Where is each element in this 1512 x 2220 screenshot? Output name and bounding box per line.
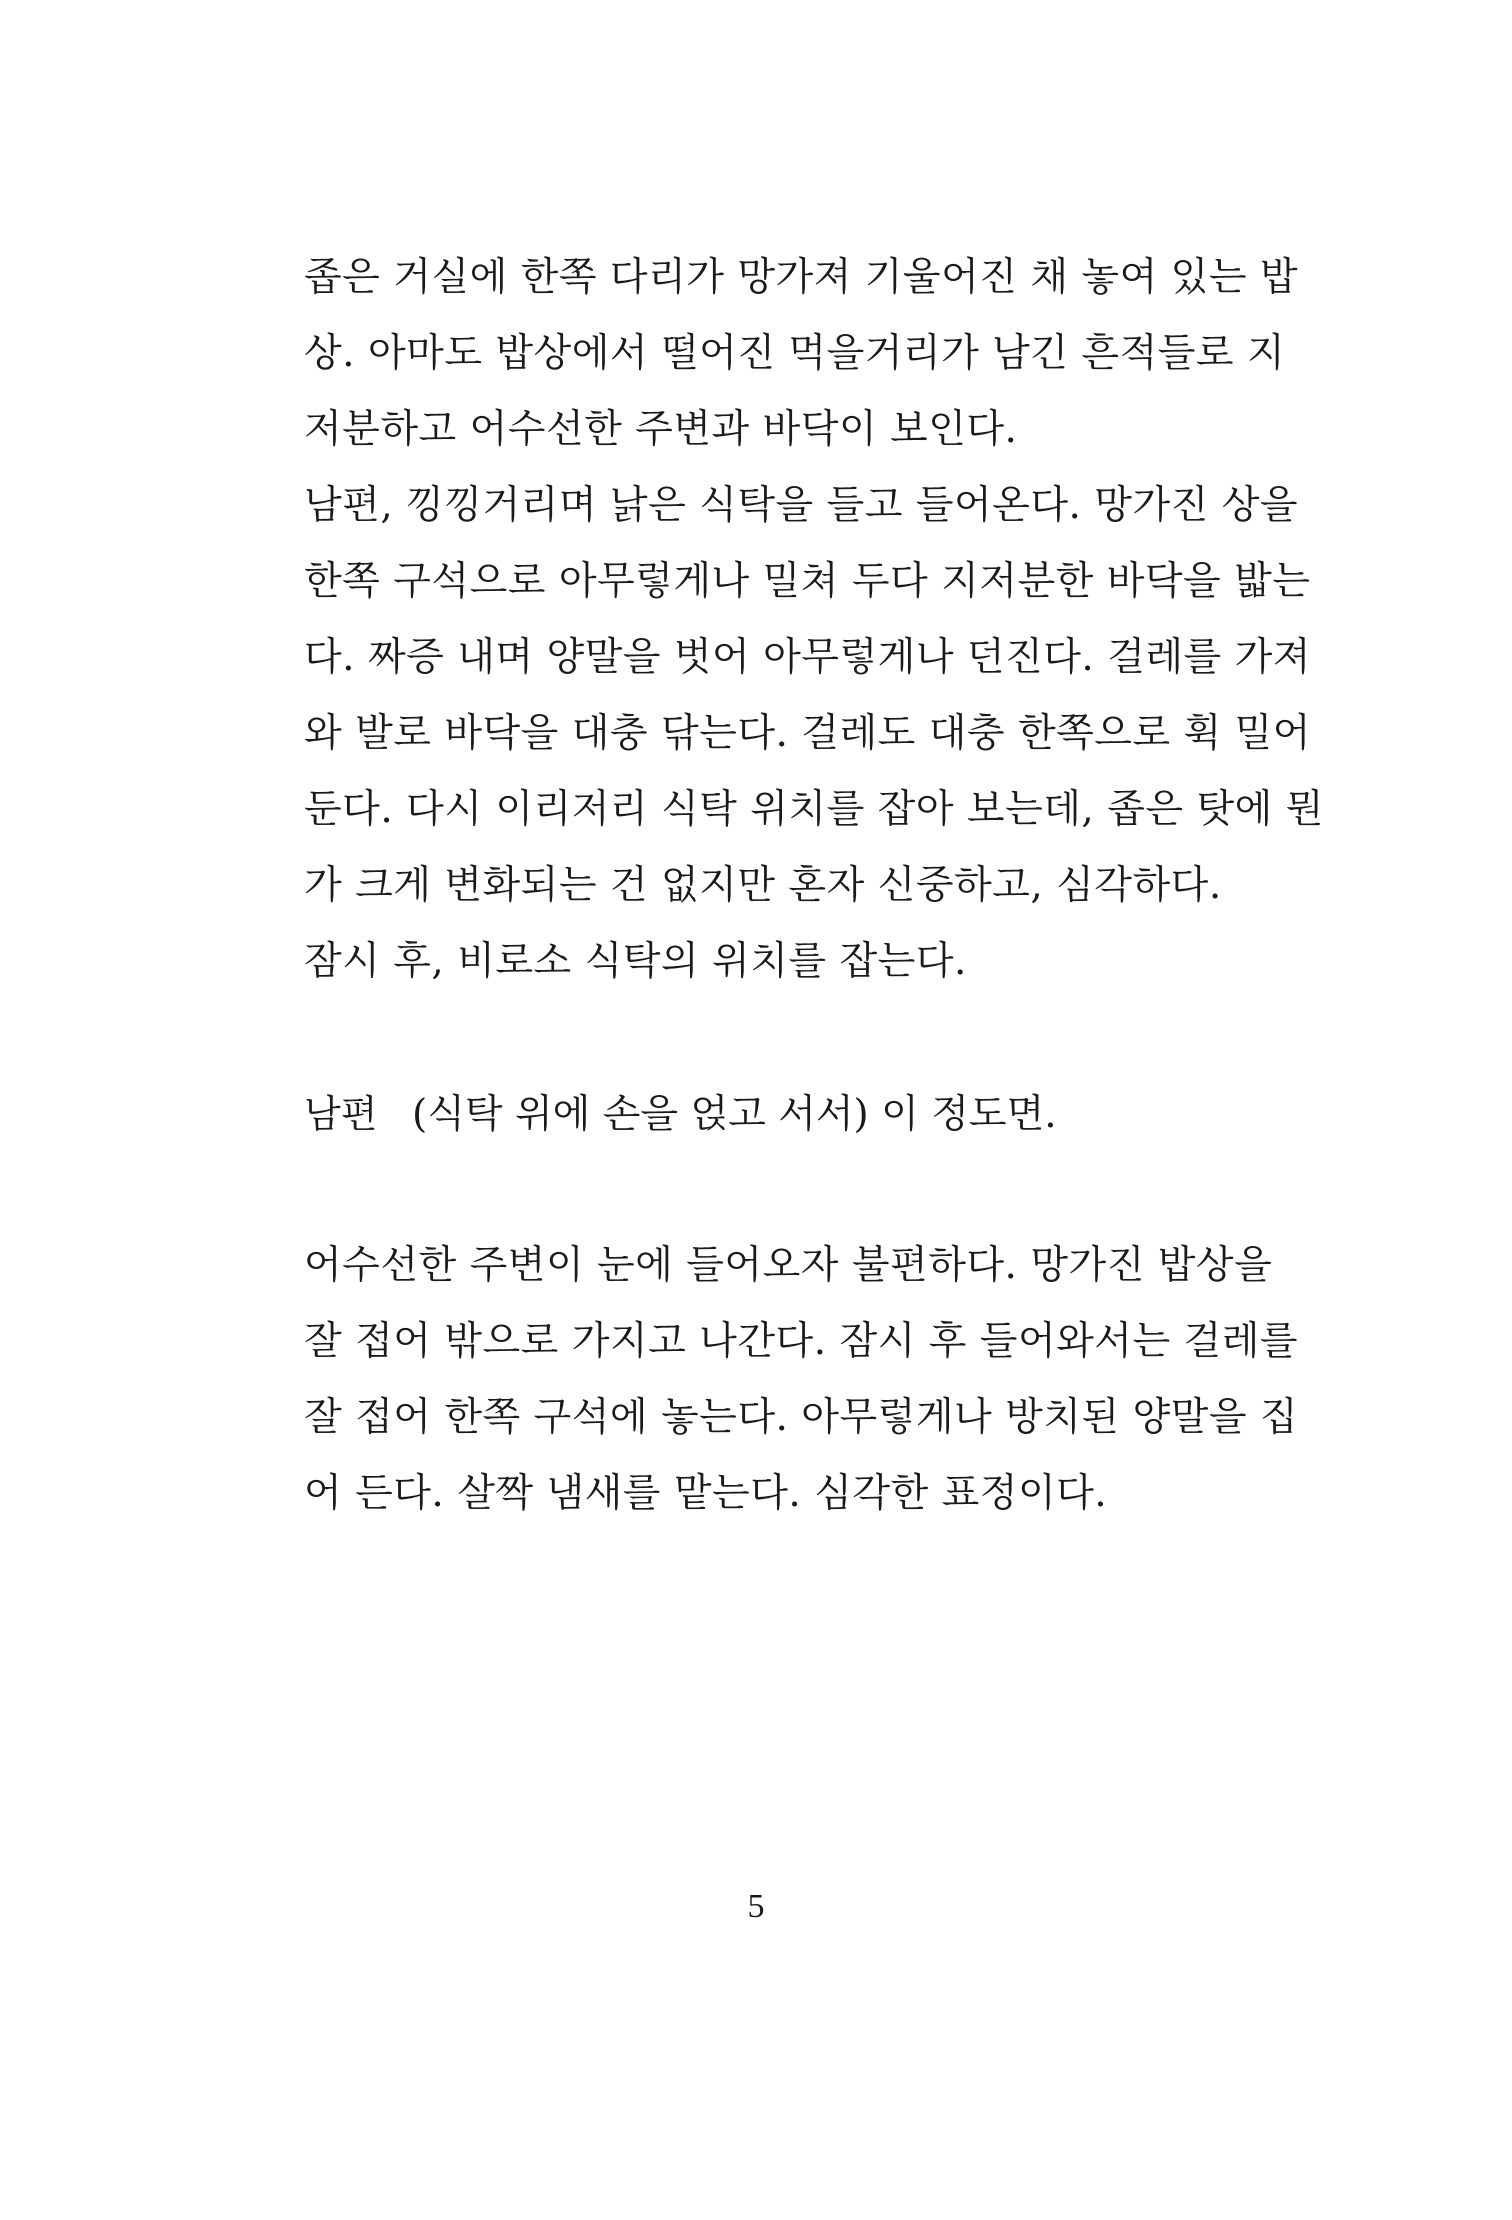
text-line: 남편, 낑낑거리며 낡은 식탁을 들고 들어온다. 망가진 상을	[304, 483, 1299, 528]
text-line: 잠시 후, 비로소 식탁의 위치를 잡는다.	[304, 939, 967, 984]
stage-direction-paragraph-4	[304, 1228, 1299, 1532]
paragraph-gap	[304, 1000, 1244, 1076]
text-line: 상. 아마도 밥상에서 떨어진 먹을거리가 남긴 흔적들로 지	[304, 331, 1286, 376]
dialogue-text: (식탁 위에 손을 얹고 서서) 이 정도면.	[412, 1092, 1057, 1137]
text-line: 저분하고 어수선한 주변과 바닥이 보인다.	[304, 407, 1018, 452]
text-line: 어 든다. 살짝 냄새를 맡는다. 심각한 표정이다.	[304, 1471, 1108, 1516]
stage-direction-paragraph-1	[304, 240, 1299, 468]
text-line: 어수선한 주변이 눈에 들어오자 불편하다. 망가진 밥상을	[304, 1243, 1273, 1288]
stage-direction-paragraph-3	[304, 924, 1244, 1000]
page-number: 5	[747, 1888, 765, 1925]
text-line: 와 발로 바닥을 대충 닦는다. 걸레도 대충 한쪽으로 휙 밀어	[304, 711, 1311, 756]
text-line: 둔다. 다시 이리저리 식탁 위치를 잡아 보는데, 좁은 탓에 뭔	[304, 787, 1324, 832]
text-line: 가 크게 변화되는 건 없지만 혼자 신중하고, 심각하다.	[304, 863, 1222, 908]
text-line: 좁은 거실에 한쪽 다리가 망가져 기울어진 채 놓여 있는 밥	[304, 255, 1299, 300]
script-body	[304, 240, 1324, 1532]
text-line: 잘 접어 밖으로 가지고 나간다. 잠시 후 들어와서는 걸레를	[304, 1319, 1299, 1364]
speaker-name: 남편	[304, 1092, 378, 1136]
paragraph-gap	[304, 1152, 1244, 1228]
stage-direction-paragraph-2	[304, 468, 1324, 924]
text-line: 잘 접어 한쪽 구석에 놓는다. 아무렇게나 방치된 양말을 집	[304, 1395, 1299, 1440]
text-line: 한쪽 구석으로 아무렇게나 밀쳐 두다 지저분한 바닥을 밟는	[304, 559, 1311, 604]
text-line: 다. 짜증 내며 양말을 벗어 아무렇게나 던진다. 걸레를 가져	[304, 635, 1311, 680]
dialogue-line	[304, 1076, 1244, 1152]
